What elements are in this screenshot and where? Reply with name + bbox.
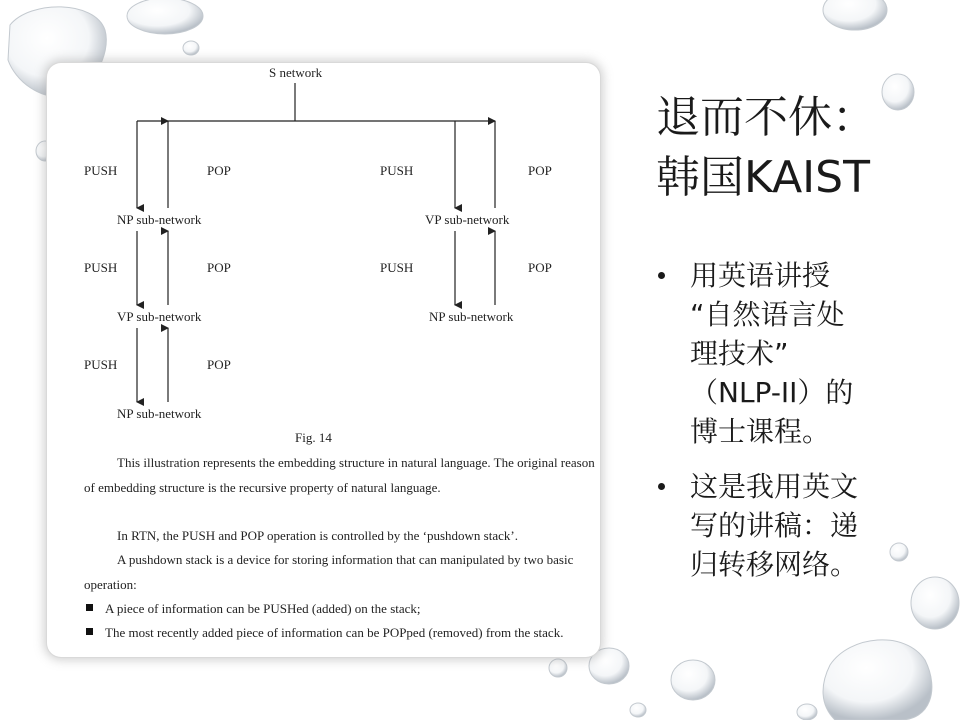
square-bullet-icon [86, 628, 93, 635]
push-label-right-2: PUSH [380, 260, 414, 275]
push-label-right-1: PUSH [380, 163, 414, 178]
bullet-1-line-1: 用英语讲授 [690, 259, 831, 292]
paragraph-1-line-2: of embedding structure is the recursive property of natural language. [84, 480, 441, 495]
title-line-2: 韩国KAIST [656, 152, 870, 203]
document-image-panel [47, 63, 600, 657]
slide-title [656, 88, 876, 208]
push-label-left-3: PUSH [84, 357, 118, 372]
rtn-diagram [47, 63, 600, 657]
list-item-2: The most recently added piece of information can be POPped (removed) from the stack. [105, 625, 564, 640]
pop-label-left-3: POP [207, 357, 231, 372]
bullet-dot-icon [658, 272, 665, 279]
bullet-dot-icon [658, 483, 665, 490]
bullet-1-line-4: （NLP-II）的 [690, 376, 854, 409]
title-line-1: 退而不休： [656, 92, 876, 143]
bullet-item-1 [654, 256, 890, 451]
bullet-list [654, 256, 890, 600]
pop-label-right-2: POP [528, 260, 552, 275]
paragraph-1-line-1: This illustration represents the embedding structure in natural language. The original reason [117, 455, 595, 470]
bullet-1-line-5: 博士课程。 [690, 415, 831, 448]
bullet-2-line-1: 这是我用英文 [690, 470, 859, 503]
paragraph-2: In RTN, the PUSH and POP operation is controlled by the ‘pushdown stack’. [117, 528, 518, 543]
push-label-left-1: PUSH [84, 163, 118, 178]
square-bullet-icon [86, 604, 93, 611]
figure-caption: Fig. 14 [295, 430, 332, 445]
bullet-2-line-2: 写的讲稿：递 [690, 509, 859, 542]
bullet-1-line-3: 理技术” [690, 337, 789, 370]
list-item-1: A piece of information can be PUSHed (added) on the stack; [105, 601, 421, 616]
paragraph-3-line-1: A pushdown stack is a device for storing information that can manipulated by two basic [117, 552, 574, 567]
np-sub-network-label-2: NP sub-network [117, 406, 202, 421]
bullet-item-2 [654, 467, 890, 584]
push-label-left-2: PUSH [84, 260, 118, 275]
np-sub-network-label-1: NP sub-network [117, 212, 202, 227]
paragraph-3-line-2: operation: [84, 577, 137, 592]
bullet-2-line-3: 归转移网络。 [690, 548, 859, 581]
vp-sub-network-label-right: VP sub-network [425, 212, 510, 227]
bullet-1-line-2: “自然语言处 [690, 298, 845, 331]
pop-label-left-2: POP [207, 260, 231, 275]
vp-sub-network-label-1: VP sub-network [117, 309, 202, 324]
np-sub-network-label-right: NP sub-network [429, 309, 514, 324]
pop-label-left-1: POP [207, 163, 231, 178]
pop-label-right-1: POP [528, 163, 552, 178]
s-network-label: S network [269, 65, 323, 80]
